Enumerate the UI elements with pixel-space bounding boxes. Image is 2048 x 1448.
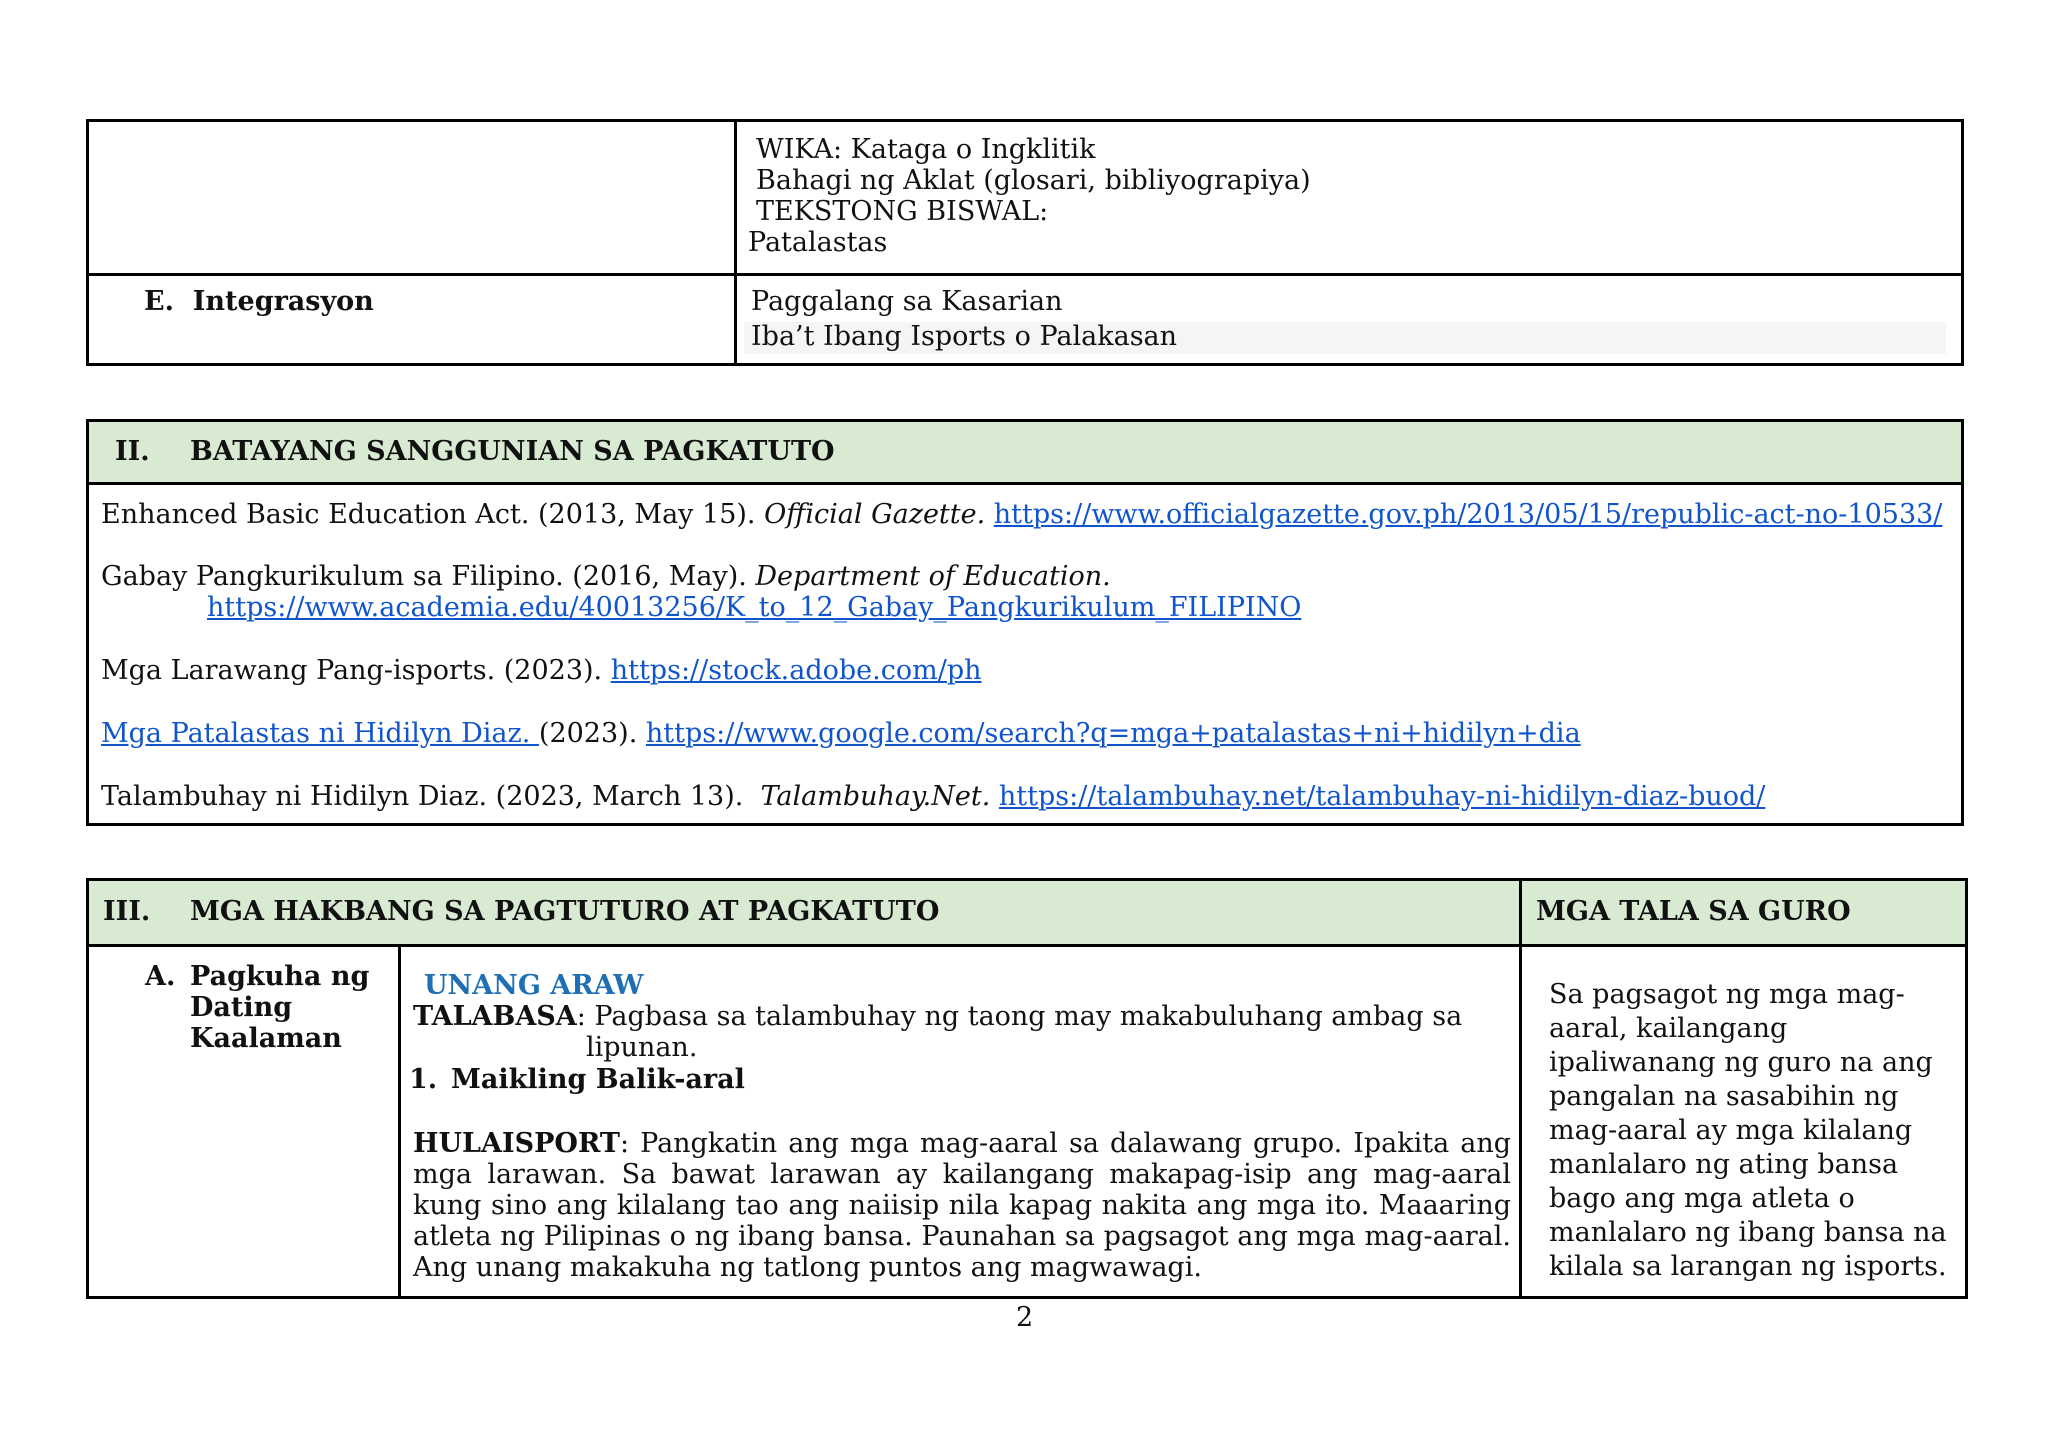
talabasa-line-1: TALABASA: Pagbasa sa talambuhay ng taong may makabuluhang ambag sa xyxy=(413,1001,1463,1032)
wika-line: WIKA: Kataga o Ingklitik xyxy=(756,134,1096,165)
hulaisport-paragraph: HULAISPORT: Pangkatin ang mga mag-aaral sa dalawang grupo. Ipakita ang mga larawan. Sa bawat larawan ay kailangang makapag-isip ang mag-aaral kung sino ang kilalang tao ang naiisip nila kapag nakita ang mga ito. Maaaring atleta ng Pilipinas o ng ibang bansa. Paunahan sa pagsagot ang mga mag-aaral. Ang unang makakuha ng tatlong puntos ang magwawagi. xyxy=(413,1128,1511,1283)
note-line-4: pangalan na sasabihin ng xyxy=(1549,1081,1899,1112)
notes-header-title: MGA TALA SA GURO xyxy=(1536,896,1851,927)
note-line-3: ipaliwanang ng guro na ang xyxy=(1549,1047,1933,1078)
reference-1: Enhanced Basic Education Act. (2013, May 15). Official Gazette. https://www.officialgazette.gov.ph/2013/05/15/republic-act-no-10533/ xyxy=(101,499,1943,530)
integrasyon-line-2: Iba’t Ibang Isports o Palakasan xyxy=(751,321,1178,352)
step-a-label-2: Dating xyxy=(190,992,293,1023)
integrasyon-label: E. Integrasyon xyxy=(144,286,374,317)
note-line-7: bago ang mga atleta o xyxy=(1549,1183,1855,1214)
step-a-letter: A. xyxy=(145,961,176,992)
tekstong-line: TEKSTONG BISWAL: xyxy=(756,196,1049,227)
references-table xyxy=(86,419,1964,826)
reference-2-link[interactable]: https://www.academia.edu/40013256/K_to_12_Gabay_Pangkurikulum_FILIPINO xyxy=(207,592,1302,623)
references-header-title: BATAYANG SANGGUNIAN SA PAGKATUTO xyxy=(190,436,835,467)
integration-table xyxy=(86,119,1964,366)
steps-table xyxy=(86,878,1968,1299)
note-line-2: aaral, kailangang xyxy=(1549,1013,1788,1044)
steps-header-num: III. xyxy=(103,896,151,927)
reference-3: Mga Larawang Pang-isports. (2023). https://stock.adobe.com/ph xyxy=(101,655,982,686)
reference-5: Talambuhay ni Hidilyn Diaz. (2023, March 13). Talambuhay.Net. https://talambuhay.net/talambuhay-ni-hidilyn-diaz-buod/ xyxy=(101,781,1766,812)
bahagi-line: Bahagi ng Aklat (glosari, bibliyograpiya) xyxy=(756,165,1311,196)
steps-header-title: MGA HAKBANG SA PAGTUTURO AT PAGKATUTO xyxy=(190,896,940,927)
note-line-6: manlalaro ng ating bansa xyxy=(1549,1149,1899,1180)
reference-4-link[interactable]: https://www.google.com/search?q=mga+patalastas+ni+hidilyn+dia xyxy=(645,718,1581,749)
reference-4: Mga Patalastas ni Hidilyn Diaz. (2023). https://www.google.com/search?q=mga+patalastas+ni+hidilyn+dia xyxy=(101,718,1581,749)
day-title: UNANG ARAW xyxy=(424,970,644,1001)
step-a-label-3: Kaalaman xyxy=(190,1023,342,1054)
note-line-5: mag-aaral ay mga kilalang xyxy=(1549,1115,1913,1146)
step-a-label-1: Pagkuha ng xyxy=(190,961,370,992)
reference-1-link[interactable]: https://www.officialgazette.gov.ph/2013/05/15/republic-act-no-10533/ xyxy=(993,499,1943,530)
references-header-num: II. xyxy=(115,436,150,467)
reference-5-link[interactable]: https://talambuhay.net/talambuhay-ni-hidilyn-diaz-buod/ xyxy=(998,781,1766,812)
reference-2: Gabay Pangkurikulum sa Filipino. (2016, May). Department of Education. xyxy=(101,561,1111,592)
reference-4-title-link[interactable]: Mga Patalastas ni Hidilyn Diaz. xyxy=(101,718,539,749)
talabasa-line-2: lipunan. xyxy=(586,1032,698,1063)
step-1-num: 1. xyxy=(409,1064,438,1095)
note-line-9: kilala sa larangan ng isports. xyxy=(1549,1251,1947,1282)
page-number: 2 xyxy=(1016,1302,1034,1333)
note-line-8: manlalaro ng ibang bansa na xyxy=(1549,1217,1947,1248)
patalastas-line: Patalastas xyxy=(748,227,888,258)
step-1-title: Maikling Balik-aral xyxy=(451,1064,745,1095)
note-line-1: Sa pagsagot ng mga mag- xyxy=(1549,979,1905,1010)
integrasyon-line-1: Paggalang sa Kasarian xyxy=(751,286,1063,317)
reference-3-link[interactable]: https://stock.adobe.com/ph xyxy=(610,655,982,686)
